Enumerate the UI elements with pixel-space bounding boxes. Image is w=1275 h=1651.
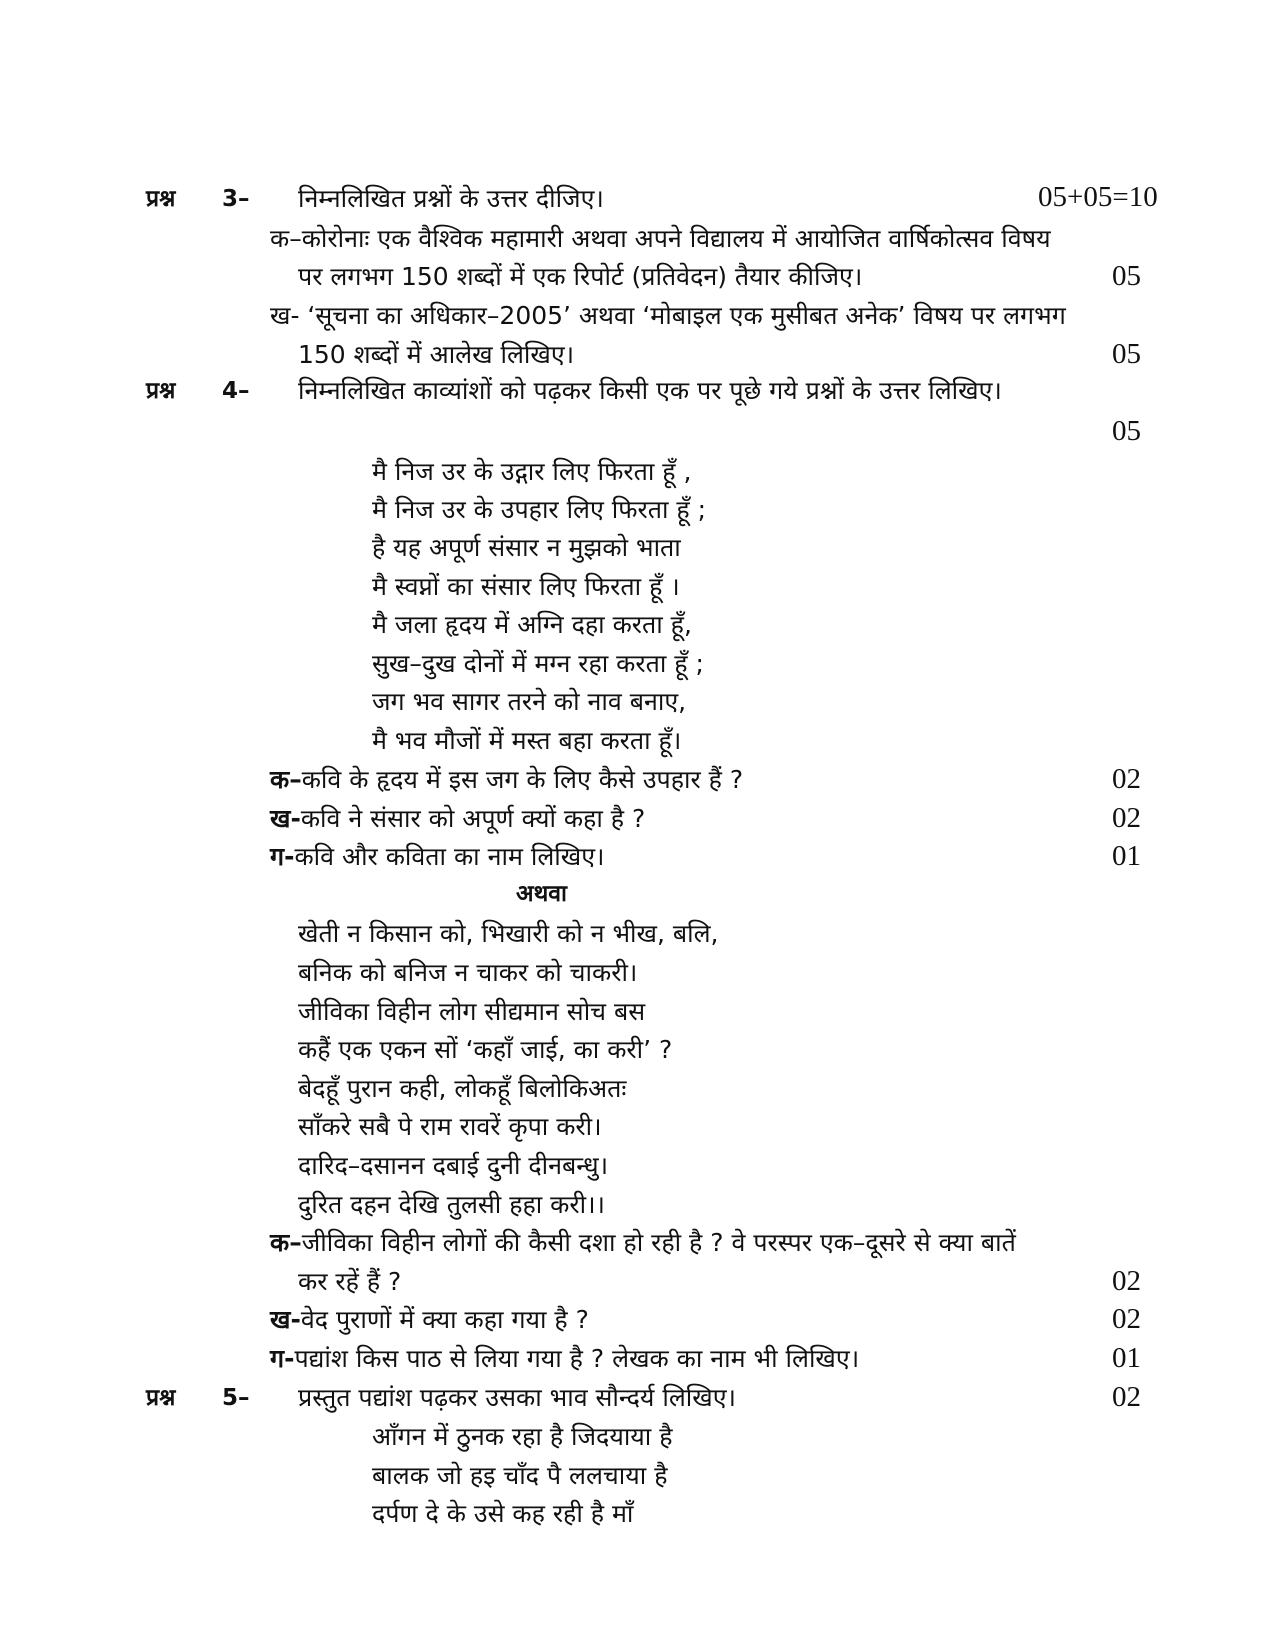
q3-kha-line1: ख- ‘सूचना का अधिकार–2005’ अथवा ‘मोबाइल एक मुसीबत अनेक’ विषय पर लगभग [270, 301, 1066, 330]
poem2-line: दारिद–दसानन दबाई दुनी दीनबन्धु। [298, 1151, 609, 1180]
q5-label: प्रश्न [146, 1385, 176, 1411]
subq-text: कवि और कविता का नाम लिखिए। [294, 842, 605, 871]
q5-marks: 02 [1112, 1381, 1141, 1413]
q4-label: प्रश्न [146, 378, 176, 404]
subq-text: कवि के हृदय में इस जग के लिए कैसे उपहार हैं ? [301, 765, 744, 794]
poem3-line: आँगन में ठुनक रहा है जिदयाया है [372, 1422, 673, 1451]
q4-set1-kha-marks: 02 [1112, 802, 1141, 834]
q3-marks: 05+05=10 [1038, 181, 1158, 213]
q4-set1-kha [270, 806, 645, 831]
poem2-line: दुरित दहन देखि तुलसी हहा करी।। [298, 1190, 606, 1219]
poem1-line: मै जला हृदय में अग्नि दहा करता हूँ, [372, 610, 692, 639]
poem1-line: सुख–दुख दोनों में मग्न रहा करता हूँ ; [372, 649, 704, 678]
q3-number: 3– [222, 186, 250, 212]
poem2-line: बनिक को बनिज न चाकर को चाकरी। [298, 958, 638, 987]
subq-text: जीविका विहीन लोगों की कैसी दशा हो रही है ? वे परस्पर एक–दूसरे से क्या बातें [301, 1228, 1016, 1257]
poem1-line: मै स्वप्नों का संसार लिए फिरता हूँ । [372, 572, 680, 601]
q4-set2-ka-marks: 02 [1112, 1265, 1141, 1297]
poem2-line: जीविका विहीन लोग सीद्यमान सोच बस [298, 997, 646, 1026]
q4-set2-ka-line2: कर रहें हैं ? [298, 1267, 402, 1296]
or-heading: अथवा [516, 881, 568, 907]
q4-set1-ka-marks: 02 [1112, 763, 1141, 795]
poem3-line: दर्पण दे के उसे कह रही है माँ [372, 1499, 634, 1528]
q3-ka-line2: पर लगभग 150 शब्दों में एक रिपोर्ट (प्रतिवेदन) तैयार कीजिए। [298, 262, 863, 291]
poem1-line: मै भव मौजों में मस्त बहा करता हूँ। [372, 726, 682, 755]
subq-text: वेद पुराणों में क्या कहा गया है ? [300, 1305, 589, 1334]
poem2-line: खेती न किसान को, भिखारी को न भीख, बलि, [298, 919, 719, 948]
q4-set2-kha [270, 1307, 589, 1332]
subq-label: ग- [270, 842, 295, 871]
subq-label: ख- [270, 1305, 301, 1334]
q4-set1-ga [270, 844, 605, 869]
q4-set2-ga-marks: 01 [1112, 1342, 1141, 1374]
q4-text: निम्नलिखित काव्यांशों को पढ़कर किसी एक पर पूछे गये प्रश्नों के उत्तर लिखिए। [298, 376, 1002, 405]
q4-marks: 05 [1112, 415, 1141, 447]
q5-number: 5– [222, 1385, 250, 1411]
q5-text: प्रस्तुत पद्यांश पढ़कर उसका भाव सौन्दर्य लिखिए। [298, 1383, 737, 1412]
subq-label: ख- [270, 804, 301, 833]
q4-set2-ka [270, 1230, 1016, 1255]
q3-text: निम्नलिखित प्रश्नों के उत्तर दीजिए। [298, 184, 604, 213]
q3-kha-marks: 05 [1112, 338, 1141, 370]
q3-label: प्रश्न [146, 186, 176, 212]
q4-number: 4– [222, 378, 250, 404]
q4-set1-ga-marks: 01 [1112, 840, 1141, 872]
q4-set2-kha-marks: 02 [1112, 1303, 1141, 1335]
subq-label: क– [270, 1228, 302, 1257]
subq-label: क– [270, 765, 302, 794]
poem1-line: है यह अपूर्ण संसार न मुझको भाता [372, 533, 681, 562]
poem1-line: मै निज उर के उपहार लिए फिरता हूँ ; [372, 495, 707, 524]
subq-text: पद्यांश किस पाठ से लिया गया है ? लेखक का नाम भी लिखिए। [294, 1344, 860, 1373]
q4-set2-ga [270, 1346, 859, 1371]
poem2-line: बेदहूँ पुरान कही, लोकहूँ बिलोकिअतः [298, 1074, 627, 1103]
q3-kha-line2: 150 शब्दों में आलेख लिखिए। [298, 340, 575, 369]
q3-ka-marks: 05 [1112, 260, 1141, 292]
subq-text: कवि ने संसार को अपूर्ण क्यों कहा है ? [300, 804, 646, 833]
q3-ka-line1: क–कोरोनाः एक वैश्विक महामारी अथवा अपने विद्यालय में आयोजित वार्षिकोत्सव विषय [270, 224, 1051, 253]
subq-label: ग- [270, 1344, 295, 1373]
poem2-line: साँकरे सबै पे राम रावरें कृपा करी। [298, 1112, 602, 1141]
q4-set1-ka [270, 767, 743, 792]
poem3-line: बालक जो हइ चाँद पै ललचाया है [372, 1461, 668, 1490]
poem2-line: कहैं एक एकन सों ‘कहाँ जाई, का करी’ ? [298, 1035, 673, 1064]
poem1-line: जग भव सागर तरने को नाव बनाए, [372, 687, 687, 716]
poem1-line: मै निज उर के उद्गार लिए फिरता हूँ , [372, 457, 692, 486]
